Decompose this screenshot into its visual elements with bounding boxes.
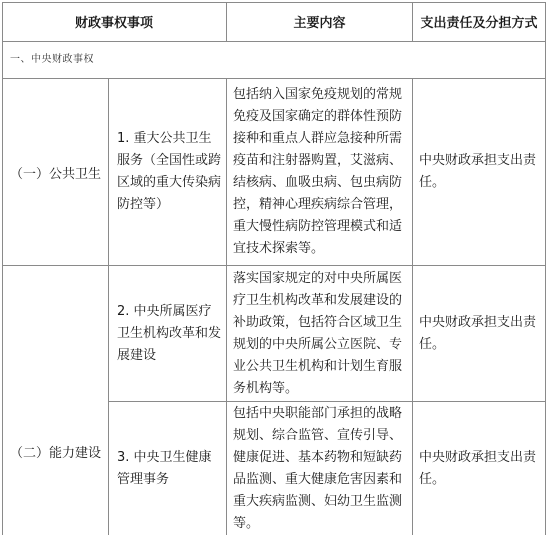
- category-capacity-building: （二）能力建设: [9, 446, 101, 461]
- table-border-right: [545, 2, 546, 535]
- header-responsibility: 支出责任及分担方式: [420, 16, 538, 31]
- responsibility-row1: 中央财政承担支出责任。: [419, 153, 537, 190]
- header-divider: [2, 41, 546, 42]
- header-content: 主要内容: [293, 16, 346, 31]
- item-central-health-admin: 3. 中央卫生健康管理事务: [117, 449, 212, 487]
- item-major-public-health: 1. 重大公共卫生服务（全国性或跨区域的重大传染病防控等）: [117, 131, 222, 212]
- item-central-medical-institutions: 2. 中央所属医疗卫生机构改革和发展建设: [117, 303, 222, 363]
- category-public-health: （一）公共卫生: [9, 166, 101, 182]
- header-item: 财政事权事项: [74, 16, 153, 31]
- section-title: 一、中央财政事权: [10, 54, 94, 65]
- responsibility-row3: 中央财政承担支出责任。: [419, 449, 537, 487]
- content-central-medical-institutions: 落实国家规定的对中央所属医疗卫生机构改革和发展建设的补助政策，包括符合区域卫生规划的中央所属公立医院、专业公共卫生机构和计划生育服务机构等。: [233, 270, 403, 396]
- content-central-health-admin: 包括中央职能部门承担的战略规划、综合监管、宣传引导、健康促进、基本药物和短缺药品监测、重大健康危害因素和重大疾病监测、妇幼卫生监测等。: [233, 405, 403, 531]
- responsibility-row2: 中央财政承担支出责任。: [419, 314, 537, 352]
- content-major-public-health: 包括纳入国家免疫规划的常规免疫及国家确定的群体性预防接种和重点人群应急接种所需疫苗和注射器购置，艾滋病、结核病、血吸虫病、包虫病防控，精神心理疾病综合管理，重大慢性病防控管理模式和适宜技术探索等。: [233, 87, 403, 256]
